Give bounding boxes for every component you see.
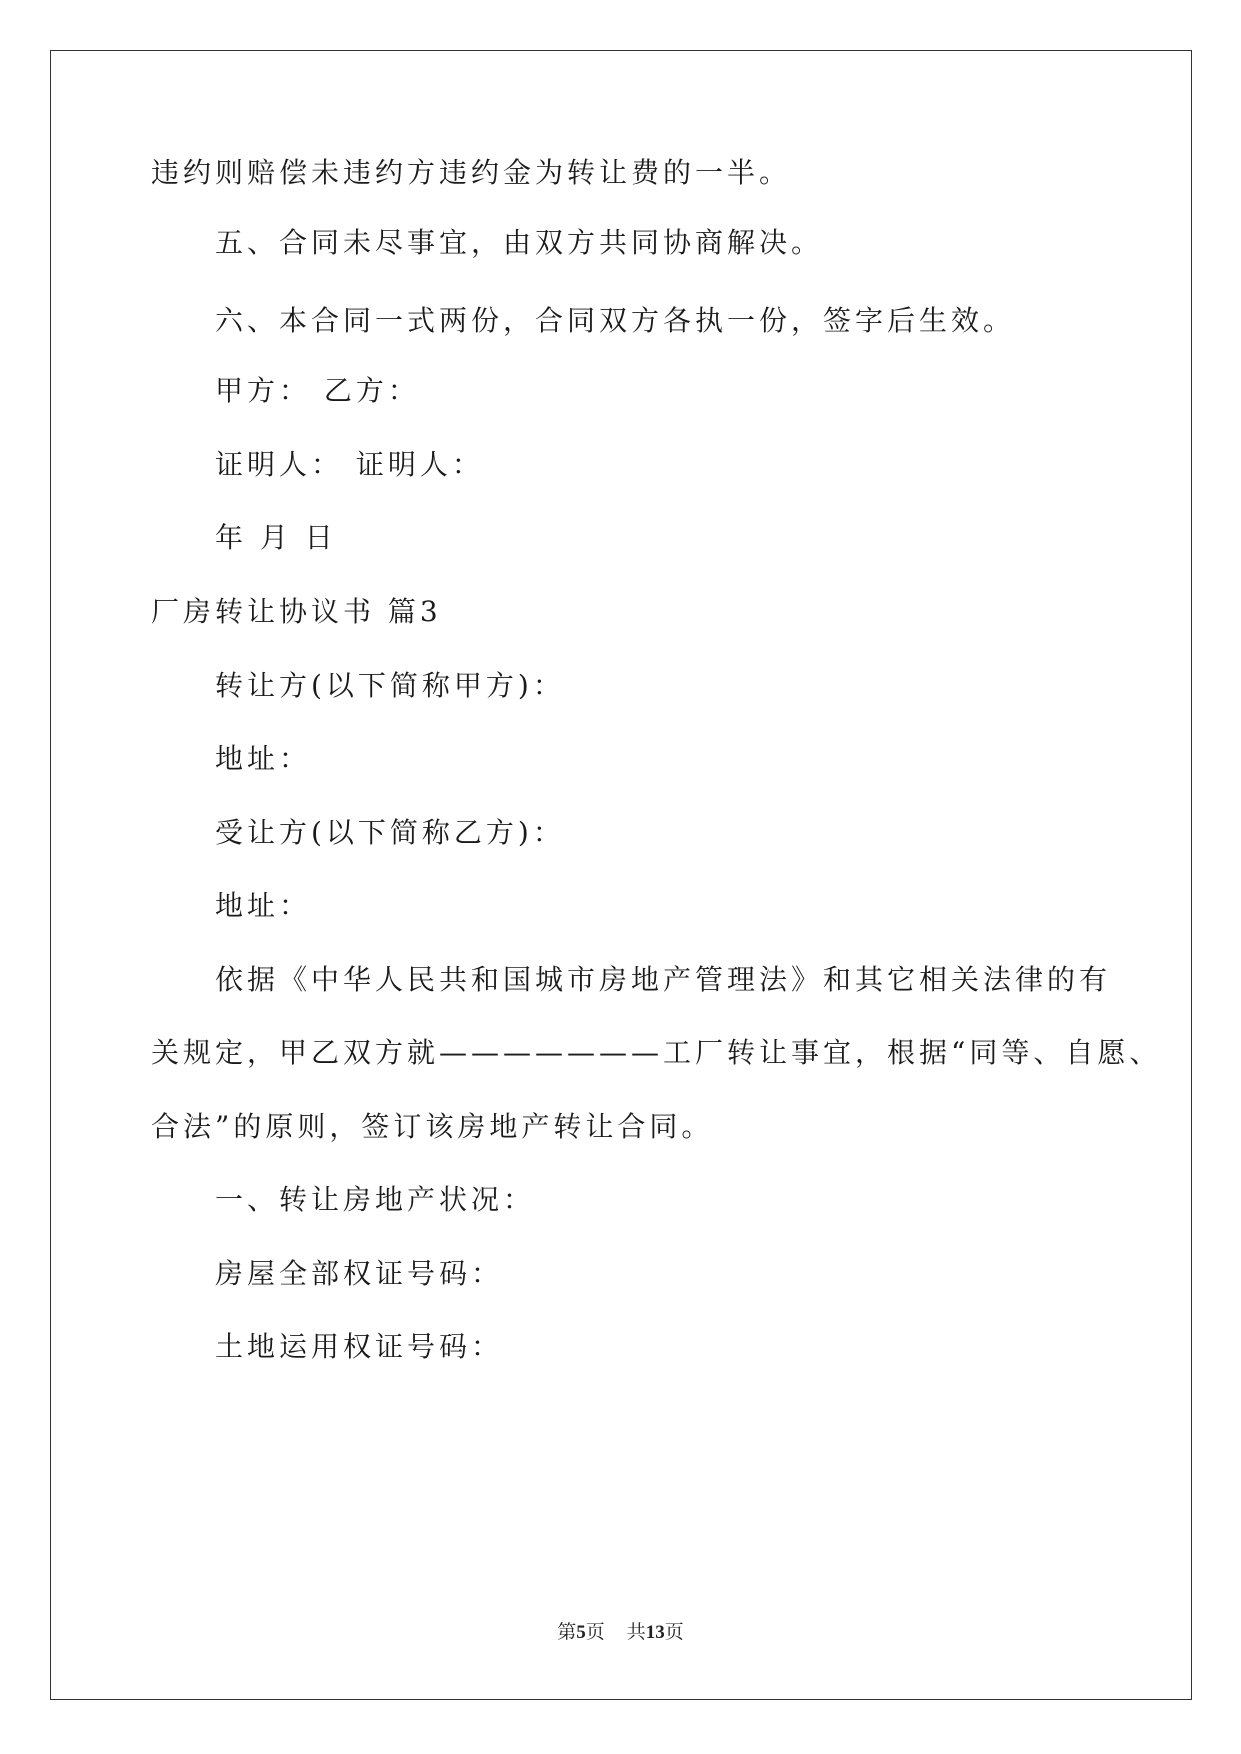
current-page-number: 5 (576, 1622, 586, 1643)
paragraph-line: 转让方(以下简称甲方)： (215, 669, 565, 702)
signature-line-witnesses: 证明人： 证明人： (215, 448, 484, 481)
paragraph-line: 受让方(以下简称乙方)： (215, 816, 565, 849)
paragraph-line: 一、转让房地产状况： (215, 1183, 536, 1216)
footer-page-prefix: 第 (557, 1621, 577, 1643)
total-page-count: 13 (645, 1622, 665, 1643)
page-footer (0, 1620, 1241, 1645)
paragraph-line: 五、合同未尽事宜，由双方共同协商解决。 (215, 226, 824, 259)
section-heading: 厂房转让协议书 篇3 (151, 595, 442, 628)
paragraph-line: 地址： (215, 889, 312, 922)
paragraph-line: 依据《中华人民共和国城市房地产管理法》和其它相关法律的有 (215, 963, 1112, 996)
paragraph-line: 土地运用权证号码： (215, 1330, 504, 1363)
signature-line-parties: 甲方： 乙方： (215, 374, 420, 407)
paragraph-line: 关规定，甲乙双方就———————工厂转让事宜，根据“同等、自愿、 (151, 1036, 1162, 1069)
paragraph-line: 合法”的原则，签订该房地产转让合同。 (151, 1110, 714, 1143)
date-line: 年 月 日 (215, 521, 337, 554)
footer-total-prefix: 共 (626, 1621, 646, 1643)
footer-page-suffix: 页 (585, 1621, 605, 1643)
paragraph-line: 房屋全部权证号码： (215, 1257, 504, 1290)
footer-total-suffix: 页 (664, 1621, 684, 1643)
page-border (50, 50, 1192, 1700)
paragraph-line: 六、本合同一式两份，合同双方各执一份，签字后生效。 (215, 304, 1016, 337)
paragraph-line: 违约则赔偿未违约方违约金为转让费的一半。 (151, 156, 792, 189)
paragraph-line: 地址： (215, 742, 312, 775)
